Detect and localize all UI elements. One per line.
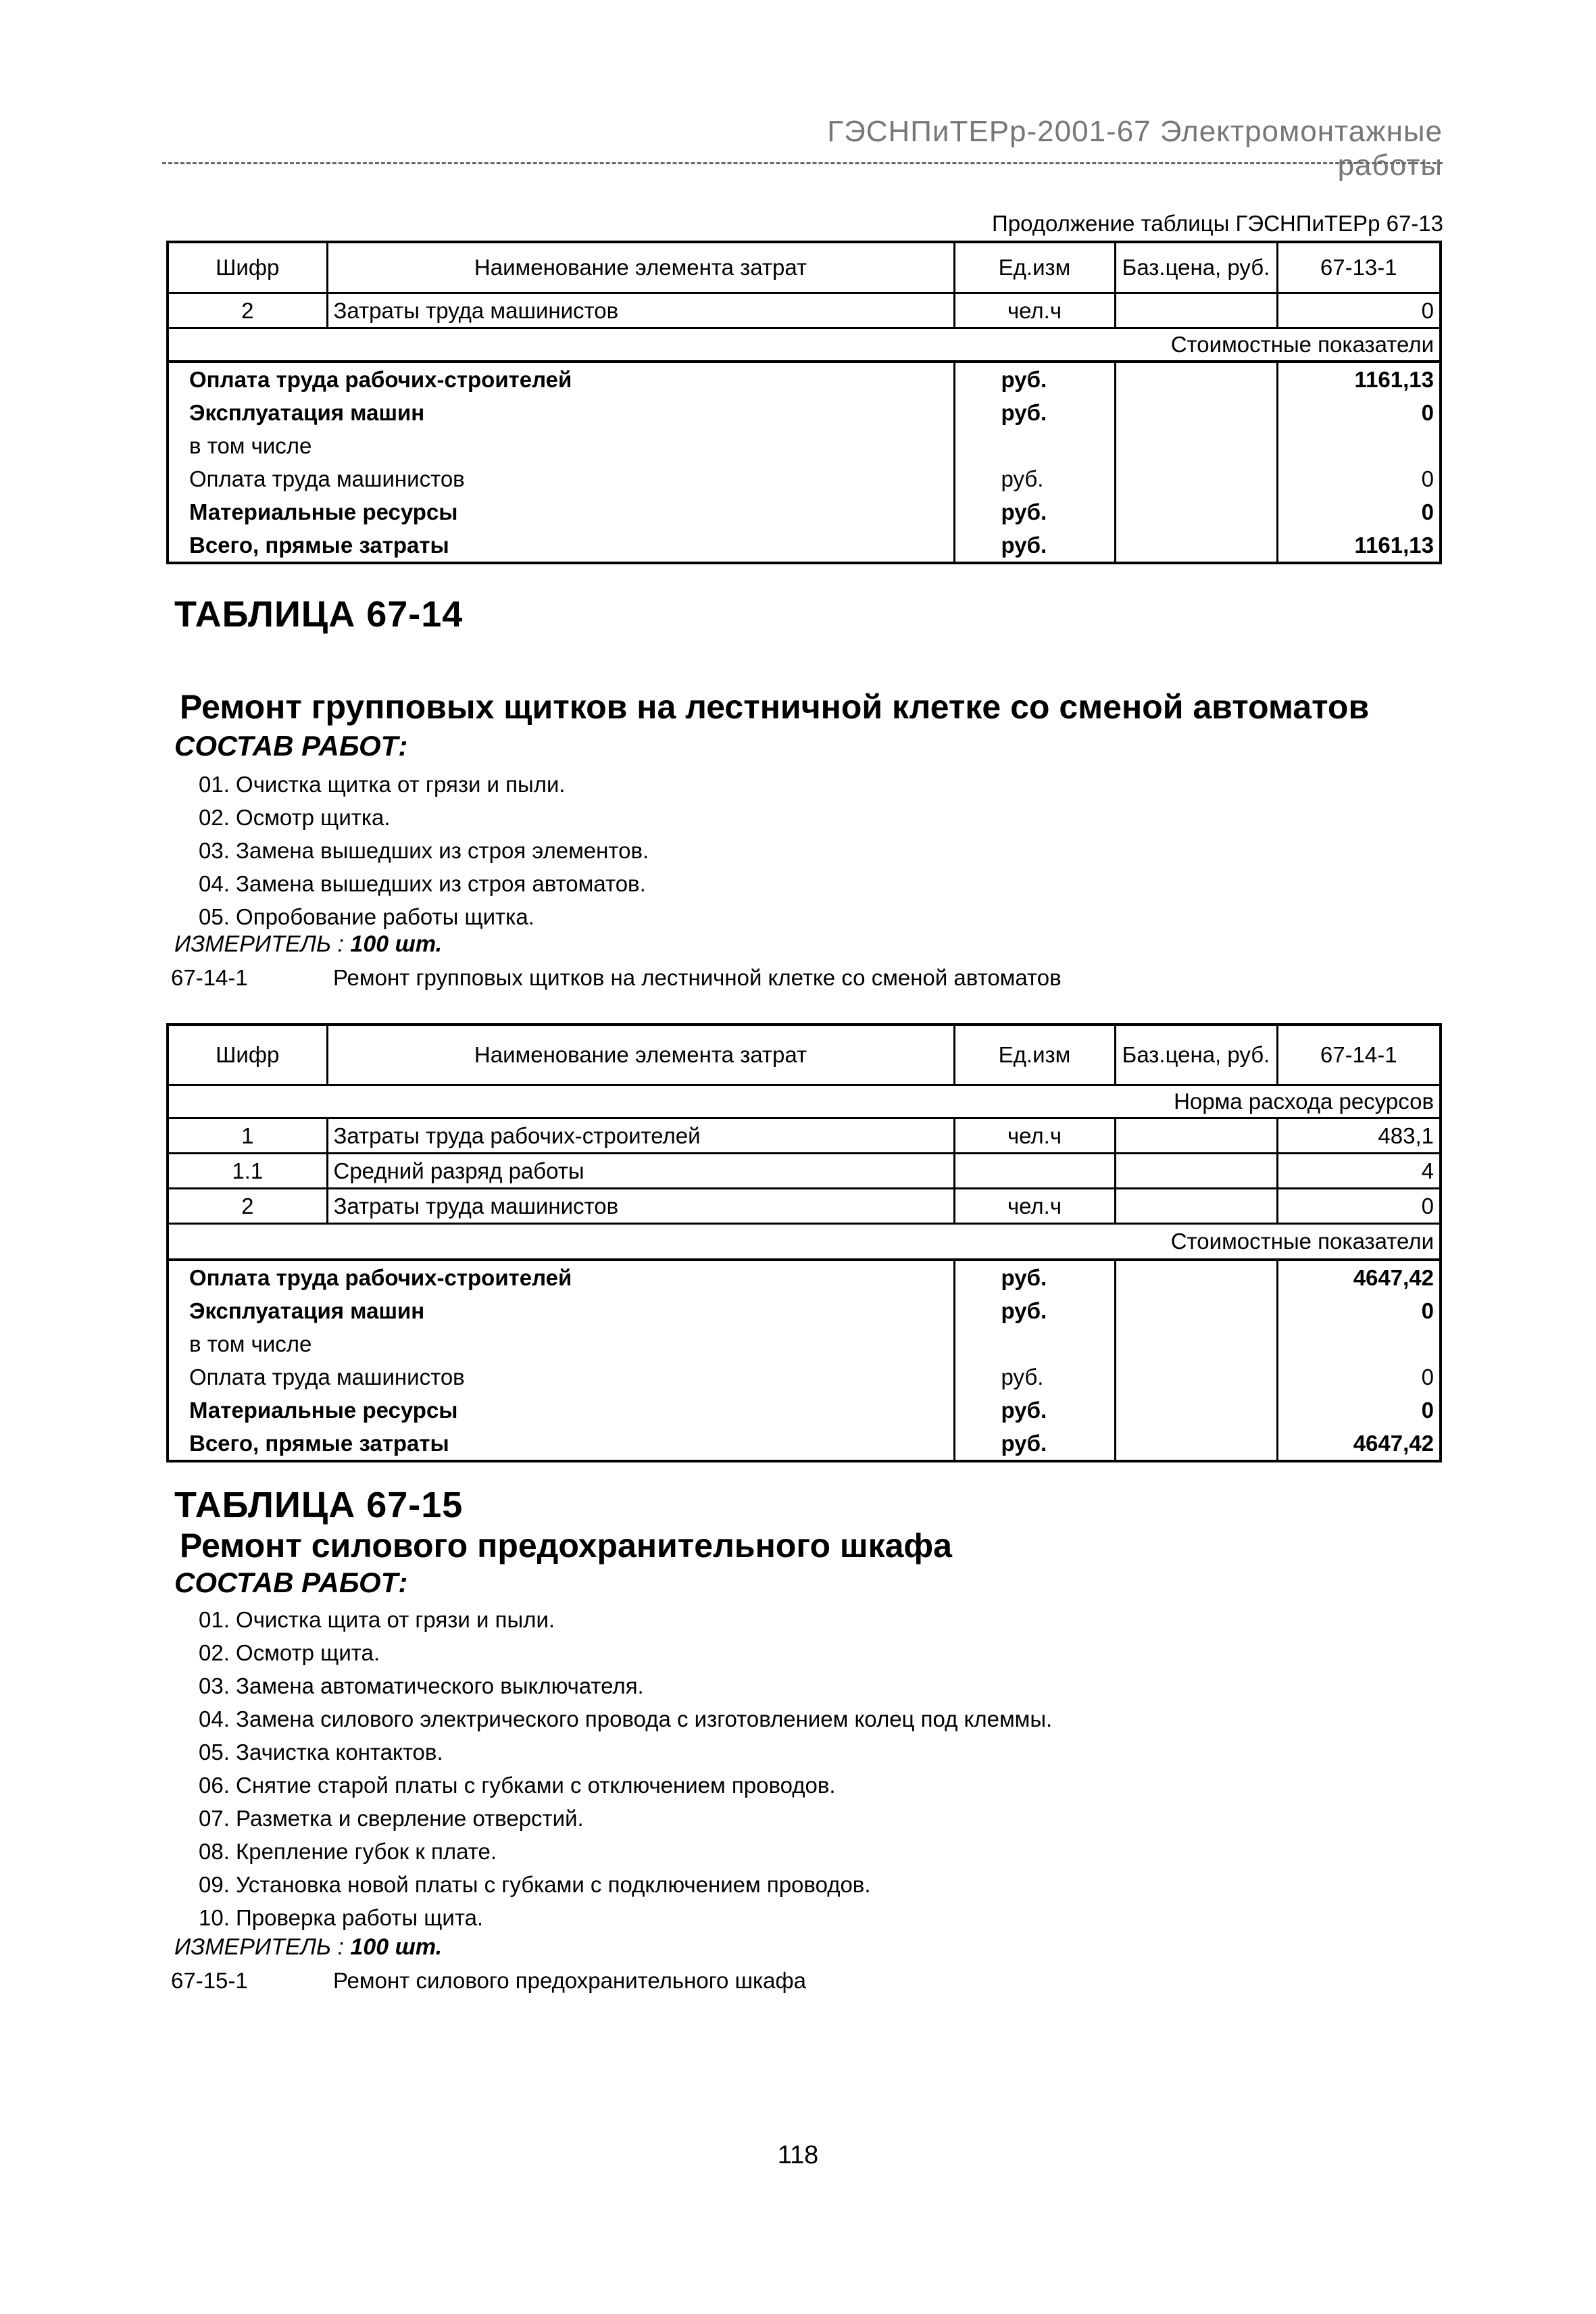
- cost-row: [168, 429, 1441, 462]
- cost-unit: руб.: [954, 1394, 1115, 1427]
- cost-row: [168, 362, 1441, 396]
- cost-row: [168, 396, 1441, 429]
- list-item: 02. Осмотр щита.: [199, 1640, 380, 1665]
- cost-unit: руб.: [954, 1294, 1115, 1327]
- cost-name: Эксплуатация машин: [168, 1294, 954, 1327]
- cost-price: [1115, 495, 1277, 528]
- cost-unit: [954, 1327, 1115, 1360]
- cost-value: 4647,42: [1277, 1260, 1441, 1294]
- section-row: [168, 1085, 1441, 1118]
- sostav-label: СОСТАВ РАБОТ:: [174, 730, 408, 762]
- table-67-14: [166, 1023, 1442, 1462]
- cost-value: 0: [1277, 1360, 1441, 1394]
- cost-value: 1161,13: [1277, 528, 1441, 563]
- cost-price: [1115, 396, 1277, 429]
- cost-row: [168, 462, 1441, 495]
- izmer-line: [174, 1934, 442, 1961]
- row-unit: [954, 1154, 1115, 1189]
- cost-name: Всего, прямые затраты: [168, 528, 954, 563]
- row-code: 2: [168, 1189, 327, 1224]
- row-price: [1115, 1118, 1277, 1154]
- cost-name: Оплата труда рабочих-строителей: [168, 1260, 954, 1294]
- izmer-label: ИЗМЕРИТЕЛЬ :: [174, 1934, 344, 1960]
- page-number: 118: [777, 2141, 819, 2169]
- table-header-row: [168, 1025, 1441, 1085]
- cost-unit: руб.: [954, 1260, 1115, 1294]
- izmer-line: [174, 931, 442, 958]
- section-title-67-15: Ремонт силового предохранительного шкафа: [180, 1527, 952, 1565]
- cost-value: 4647,42: [1277, 1427, 1441, 1461]
- row-value: 0: [1277, 293, 1441, 328]
- rate-description: Ремонт групповых щитков на лестничной клетке со сменой автоматов: [333, 965, 1062, 990]
- cost-row: [168, 528, 1441, 563]
- cost-name: Оплата труда рабочих-строителей: [168, 362, 954, 396]
- list-item: 06. Снятие старой платы с губками с отключением проводов.: [199, 1773, 836, 1798]
- work-list-67-14: [199, 768, 649, 933]
- list-item: 05. Зачистка контактов.: [199, 1740, 443, 1765]
- header-column-code: 67-14-1: [1277, 1025, 1441, 1085]
- cost-unit: руб.: [954, 362, 1115, 396]
- cost-name: в том числе: [168, 1327, 954, 1360]
- cost-price: [1115, 1327, 1277, 1360]
- cost-name: Материальные ресурсы: [168, 1394, 954, 1427]
- cost-row: [168, 1294, 1441, 1327]
- cost-name: Эксплуатация машин: [168, 396, 954, 429]
- header-unit: Ед.изм: [954, 1025, 1115, 1085]
- cost-row: [168, 1327, 1441, 1360]
- list-item: 10. Проверка работы щита.: [199, 1905, 484, 1930]
- cost-price: [1115, 462, 1277, 495]
- cost-unit: [954, 429, 1115, 462]
- rate-code: 67-14-1: [171, 965, 248, 990]
- list-item: 04. Замена силового электрического провода с изготовлением колец под клеммы.: [199, 1706, 1053, 1731]
- cost-value: 0: [1277, 1294, 1441, 1327]
- list-item: 01. Очистка щита от грязи и пыли.: [199, 1607, 555, 1632]
- row-price: [1115, 1154, 1277, 1189]
- work-list-67-15: [199, 1603, 1052, 1934]
- list-item: 08. Крепление губок к плате.: [199, 1839, 497, 1864]
- table-row: [168, 1189, 1441, 1224]
- izmer-value: 100 шт.: [350, 1934, 443, 1960]
- cost-value: 0: [1277, 1394, 1441, 1427]
- list-item: 02. Осмотр щитка.: [199, 805, 391, 830]
- list-item: 04. Замена вышедших из строя автоматов.: [199, 871, 646, 896]
- table-header-row: [168, 242, 1441, 293]
- table-row: [168, 1118, 1441, 1154]
- cost-unit: руб.: [954, 495, 1115, 528]
- cost-name: Всего, прямые затраты: [168, 1427, 954, 1461]
- cost-price: [1115, 362, 1277, 396]
- cost-unit: руб.: [954, 396, 1115, 429]
- cost-row: [168, 1360, 1441, 1394]
- header-price: Баз.цена, руб.: [1115, 242, 1277, 293]
- cost-value: [1277, 1327, 1441, 1360]
- cost-price: [1115, 1260, 1277, 1294]
- row-name: Затраты труда машинистов: [327, 1189, 954, 1224]
- row-code: 2: [168, 293, 327, 328]
- rate-code: 67-15-1: [171, 1968, 248, 1993]
- row-value: 483,1: [1277, 1118, 1441, 1154]
- cost-value: 1161,13: [1277, 362, 1441, 396]
- header-name: Наименование элемента затрат: [327, 1025, 954, 1085]
- list-item: 03. Замена вышедших из строя элементов.: [199, 838, 649, 863]
- row-name: Средний разряд работы: [327, 1154, 954, 1189]
- section-row: [168, 328, 1441, 362]
- izmer-label: ИЗМЕРИТЕЛЬ :: [174, 931, 344, 957]
- table-title-67-15: ТАБЛИЦА 67-15: [174, 1485, 464, 1525]
- cost-name: Материальные ресурсы: [168, 495, 954, 528]
- header-code: Шифр: [168, 1025, 327, 1085]
- header-rule: [162, 162, 1443, 164]
- list-item: 07. Разметка и сверление отверстий.: [199, 1806, 584, 1831]
- row-unit: чел.ч: [954, 1118, 1115, 1154]
- row-price: [1115, 1189, 1277, 1224]
- header-column-code: 67-13-1: [1277, 242, 1441, 293]
- list-item: 09. Установка новой платы с губками с подключением проводов.: [199, 1872, 871, 1897]
- row-name: Затраты труда рабочих-строителей: [327, 1118, 954, 1154]
- cost-value: 0: [1277, 495, 1441, 528]
- cost-unit: руб.: [954, 1427, 1115, 1461]
- sostav-label: СОСТАВ РАБОТ:: [174, 1567, 408, 1598]
- row-value: 4: [1277, 1154, 1441, 1189]
- rate-description: Ремонт силового предохранительного шкафа: [333, 1968, 807, 1993]
- cost-row: [168, 1394, 1441, 1427]
- section-title-67-14: Ремонт групповых щитков на лестничной клетке со сменой автоматов: [180, 688, 1370, 726]
- cost-row: [168, 1260, 1441, 1294]
- norm-section-label: Норма расхода ресурсов: [168, 1085, 1441, 1118]
- code-line: [171, 965, 1062, 991]
- table-title-67-14: ТАБЛИЦА 67-14: [174, 594, 464, 635]
- list-item: 03. Замена автоматического выключателя.: [199, 1673, 644, 1698]
- row-code: 1: [168, 1118, 327, 1154]
- row-unit: чел.ч: [954, 1189, 1115, 1224]
- continuation-caption: Продолжение таблицы ГЭСНПиТЕРр 67-13: [992, 211, 1443, 236]
- cost-price: [1115, 1360, 1277, 1394]
- cost-section-label: Стоимостные показатели: [168, 328, 1441, 362]
- row-unit: чел.ч: [954, 293, 1115, 328]
- header-price: Баз.цена, руб.: [1115, 1025, 1277, 1085]
- cost-row: [168, 495, 1441, 528]
- cost-value: 0: [1277, 462, 1441, 495]
- header-unit: Ед.изм: [954, 242, 1115, 293]
- cost-unit: руб.: [954, 528, 1115, 563]
- table-row: [168, 1154, 1441, 1189]
- cost-price: [1115, 429, 1277, 462]
- running-head: ГЭСНПиТЕРр-2001-67 Электромонтажные работы: [827, 115, 1443, 182]
- row-name: Затраты труда машинистов: [327, 293, 954, 328]
- table-row: [168, 293, 1441, 328]
- cost-name: Оплата труда машинистов: [168, 1360, 954, 1394]
- row-value: 0: [1277, 1189, 1441, 1224]
- section-row: [168, 1224, 1441, 1260]
- cost-section-label: Стоимостные показатели: [168, 1224, 1441, 1260]
- cost-price: [1115, 1394, 1277, 1427]
- row-price: [1115, 293, 1277, 328]
- cost-unit: руб.: [954, 462, 1115, 495]
- header-name: Наименование элемента затрат: [327, 242, 954, 293]
- izmer-value: 100 шт.: [350, 931, 443, 957]
- cost-price: [1115, 528, 1277, 563]
- table-67-13: [166, 241, 1442, 564]
- cost-price: [1115, 1427, 1277, 1461]
- cost-unit: руб.: [954, 1360, 1115, 1394]
- cost-name: в том числе: [168, 429, 954, 462]
- row-code: 1.1: [168, 1154, 327, 1189]
- list-item: 05. Опробование работы щитка.: [199, 904, 534, 929]
- cost-name: Оплата труда машинистов: [168, 462, 954, 495]
- code-line: [171, 1968, 807, 1994]
- cost-value: 0: [1277, 396, 1441, 429]
- list-item: 01. Очистка щитка от грязи и пыли.: [199, 772, 566, 797]
- header-code: Шифр: [168, 242, 327, 293]
- cost-value: [1277, 429, 1441, 462]
- cost-price: [1115, 1294, 1277, 1327]
- cost-row: [168, 1427, 1441, 1461]
